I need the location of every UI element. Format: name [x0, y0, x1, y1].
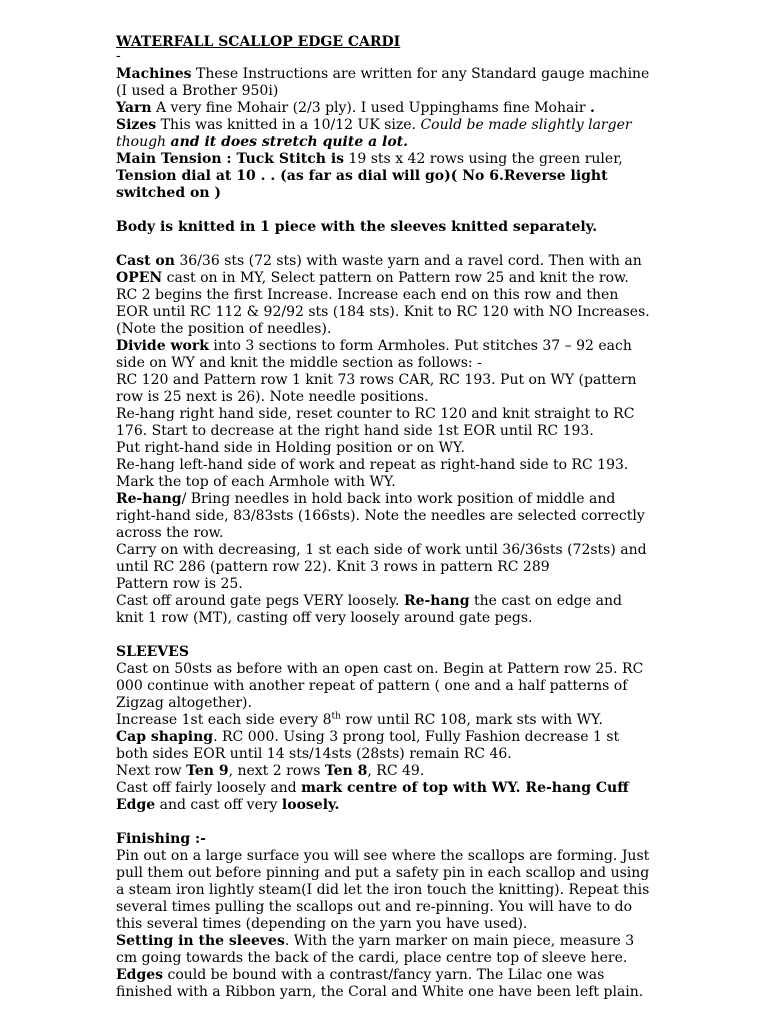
- castoff-text-a: Cast off fairly loosely and: [116, 780, 302, 796]
- tension-text: 19 sts x 42 rows using the green ruler,: [344, 151, 623, 167]
- open-label: OPEN: [116, 270, 163, 286]
- next-text-c: , next 2 rows: [228, 763, 325, 779]
- sizes-text: This was knitted in a 10/12 UK size.: [156, 117, 421, 133]
- cap-shaping-paragraph: [116, 729, 650, 763]
- rc2-paragraph: RC 2 begins the first Increase. Increase each end on this row and then EOR until RC 112 & 92/92 sts (184 sts). Knit to RC 120 with NO Increases. (Note the position of needles).: [116, 287, 650, 337]
- carry-on-paragraph: Carry on with decreasing, 1 st each side of work until 36/36sts (72sts) and until RC 286 (pattern row 22). Knit 3 rows in pattern RC 289: [116, 542, 647, 575]
- cast-off-text-b: the cast on edge and knit 1 row (MT), casting off very loosely around gate pegs.: [116, 593, 622, 626]
- increase-superscript: th: [331, 711, 341, 722]
- next-text-d: , RC 49.: [367, 763, 425, 779]
- page-title: WATERFALL SCALLOP EDGE CARDI: [116, 34, 401, 50]
- cast-on-label: Cast on: [116, 253, 175, 269]
- yarn-end: .: [589, 100, 595, 116]
- yarn-text: A very fine Mohair (2/3 ply). I used Uppinghams fine Mohair: [151, 100, 590, 116]
- divide-label: Divide work: [116, 338, 209, 354]
- yarn-line: [116, 100, 650, 117]
- finishing-heading-text: Finishing :-: [116, 831, 206, 847]
- setting-text: . With the yarn marker on main piece, measure 3 cm going towards the back of the cardi, place centre top of sleeve here.: [116, 933, 635, 966]
- setting-paragraph: [116, 933, 650, 967]
- cap-label: Cap shaping: [116, 729, 214, 745]
- sleeves-cast-off-paragraph: [116, 780, 650, 814]
- edges-label: Edges: [116, 967, 164, 983]
- divide-text: into 3 sections to form Armholes. Put stitches 37 – 92 each side on WY and knit the middle section as follows: -: [116, 338, 632, 371]
- spacer: [116, 236, 650, 253]
- finishing-heading: [116, 831, 650, 848]
- cast-on-paragraph: [116, 253, 650, 287]
- spacer: [116, 627, 650, 644]
- castoff-text-b: and cast off very: [155, 797, 282, 813]
- setting-label: Setting in the sleeves: [116, 933, 285, 949]
- body-note: [116, 219, 650, 236]
- rehang-label: Re-hang: [116, 491, 182, 507]
- castoff-bold: mark centre of top with WY. Re-hang Cuff Edge: [116, 780, 629, 813]
- sizes-italic: Could be made slightly larger though: [116, 117, 632, 150]
- yarn-label: Yarn: [116, 100, 152, 116]
- pin-out-paragraph: Pin out on a large surface you will see where the scallops are forming. Just pull them out before pinning and put a safety pin in each scallop and using a steam iron lightly steam(I did let the iron touch the knitting). Repeat this several times pulling the scallops out and re-pinning. You will have to do this several times (depending on the yarn you have used).: [116, 848, 650, 932]
- cast-on-text: 36/36 sts (72 sts) with waste yarn and a ravel cord. Then with an: [174, 253, 642, 269]
- rehang-left-paragraph: Re-hang left-hand side of work and repeat as right-hand side to RC 193. Mark the top of each Armhole with WY.: [116, 457, 629, 490]
- increase-text-a: Increase 1st each side every 8: [116, 712, 332, 728]
- machines-label: Machines: [116, 66, 192, 82]
- edges-paragraph: [116, 967, 650, 1001]
- tension-bold: Tension dial at 10 . . (as far as dial will go)( No 6.Reverse light switched on ): [116, 168, 608, 201]
- next-ten-8: Ten 8: [324, 763, 368, 779]
- next-row-paragraph: [116, 763, 650, 780]
- spacer: [116, 814, 650, 831]
- machines-text: These Instructions are written for any Standard gauge machine (I used a Brother 950i): [116, 66, 650, 99]
- increase-text-b: row until RC 108, mark sts with WY.: [340, 712, 603, 728]
- sleeves-increase-paragraph: [116, 712, 650, 729]
- tension-label: Main Tension : Tuck Stitch is: [116, 151, 345, 167]
- tension-line: [116, 151, 650, 202]
- pattern-row-paragraph: Pattern row is 25.: [116, 576, 243, 592]
- sleeves-cast-on-paragraph: Cast on 50sts as before with an open cast on. Begin at Pattern row 25. RC 000 continue with another repeat of pattern ( one and a half patterns of Zigzag altogether).: [116, 661, 644, 711]
- machines-line: [116, 66, 650, 100]
- sleeves-heading: [116, 644, 650, 661]
- sizes-label: Sizes: [116, 117, 157, 133]
- sleeves-heading-text: SLEEVES: [116, 644, 189, 660]
- open-text: cast on in MY, Select pattern on Pattern row 25 and knit the row.: [162, 270, 629, 286]
- rehang-text: / Bring needles in hold back into work position of middle and right-hand side, 83/83sts (166sts). Note the needles are selected correctly across the row.: [116, 491, 645, 541]
- next-text-a: Next row: [116, 763, 187, 779]
- sizes-line: [116, 117, 650, 151]
- body-note-text: Body is knitted in 1 piece with the sleeves knitted separately.: [116, 219, 598, 235]
- castoff-loosely: loosely.: [281, 797, 340, 813]
- cast-off-rehang: Re-hang: [403, 593, 470, 609]
- edges-text: could be bound with a contrast/fancy yarn. The Lilac one was finished with a Ribbon yarn, the Coral and White one have been left plain.: [116, 967, 644, 1000]
- divide-paragraph: [116, 338, 650, 372]
- spacer: [116, 202, 650, 219]
- cast-off-paragraph: [116, 593, 650, 627]
- rc120-paragraph: RC 120 and Pattern row 1 knit 73 rows CAR, RC 193. Put on WY (pattern row is 25 next is 26). Note needle positions.: [116, 372, 637, 405]
- cast-off-text-a: Cast off around gate pegs VERY loosely.: [116, 593, 404, 609]
- rehang-right-paragraph: Re-hang right hand side, reset counter to RC 120 and knit straight to RC 176. Start to decrease at the right hand side 1st EOR until RC 193.: [116, 406, 635, 439]
- stray-mark: -: [116, 48, 121, 64]
- put-right-paragraph: Put right-hand side in Holding position or on WY.: [116, 440, 465, 456]
- next-ten-9: Ten 9: [186, 763, 229, 779]
- cap-text: . RC 000. Using 3 prong tool, Fully Fashion decrease 1 st both sides EOR until 14 sts/14sts (28sts) remain RC 46.: [116, 729, 620, 762]
- sizes-bold-italic: and it does stretch quite a lot.: [170, 134, 409, 150]
- rehang-middle-paragraph: [116, 491, 650, 542]
